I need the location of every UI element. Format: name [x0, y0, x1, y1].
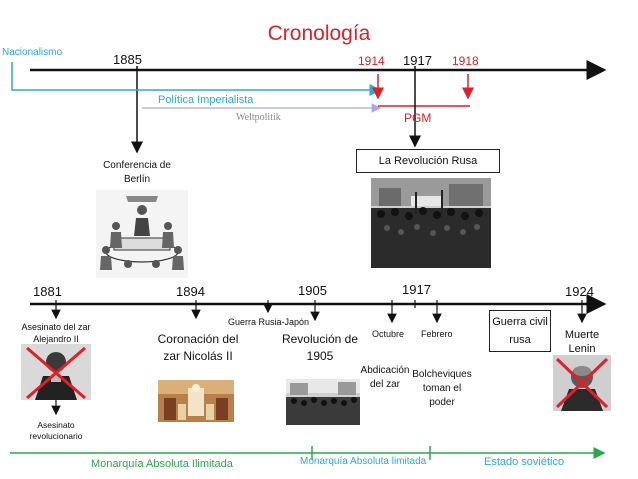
alejandro-ii-image	[21, 344, 91, 400]
page-title: Cronología	[267, 22, 371, 45]
octubre-label: Octubre	[372, 329, 405, 339]
year-1917-bottom: 1917	[402, 282, 431, 297]
lenin-image	[553, 355, 611, 411]
year-1885: 1885	[113, 52, 142, 67]
nacionalismo-label: Nacionalismo	[2, 47, 63, 58]
guerra-civil-box: Guerra civil rusa	[489, 310, 551, 352]
guerra-rusia-japon-label: Guerra Rusia-Japón	[228, 317, 310, 327]
period-monarquia-ilimitada: Monarquía Absoluta Ilimitada	[91, 458, 233, 470]
bolcheviques-label: Bolcheviques toman el poder	[412, 369, 472, 408]
year-1881: 1881	[33, 284, 62, 299]
conferencia-berlin-label: Conferencia de Berlín	[103, 160, 171, 185]
year-1905: 1905	[298, 283, 327, 298]
year-1914: 1914	[358, 54, 385, 68]
year-1918: 1918	[452, 54, 479, 68]
muerte-lenin-label: Muerte Lenin	[564, 329, 600, 355]
nacionalismo-arrow	[12, 62, 380, 90]
febrero-label: Febrero	[421, 329, 453, 339]
year-1924: 1924	[565, 284, 594, 299]
weltpolitik-label: Weltpolitik	[236, 112, 281, 123]
coronacion-label: Coronación del zar Nicolás II	[157, 332, 239, 363]
conferencia-berlin-image	[96, 190, 188, 278]
revolucion-rusa-box: La Revolución Rusa	[356, 149, 500, 173]
year-1894: 1894	[176, 284, 205, 299]
politica-imperialista-label: Política Imperialista	[158, 94, 254, 106]
abdicacion-label: Abdicación del zar	[360, 365, 410, 390]
revolucion-1905-label: Revolución de 1905	[281, 332, 359, 363]
pgm-label: PGM	[404, 111, 432, 125]
asesinato-revolucionario-label: Asesinato revolucionario	[29, 420, 83, 441]
revolucion-rusa-image	[371, 178, 491, 268]
period-estado-sovietico: Estado soviético	[484, 456, 565, 468]
period-monarquia-limitada: Monarquía Absoluta limitada	[300, 456, 427, 467]
year-1917-top: 1917	[403, 53, 432, 68]
asesinato-zar-label: Asesinato del zar Alejandro II	[21, 322, 91, 344]
revolucion-1905-image	[286, 379, 360, 425]
coronacion-image	[158, 380, 234, 422]
